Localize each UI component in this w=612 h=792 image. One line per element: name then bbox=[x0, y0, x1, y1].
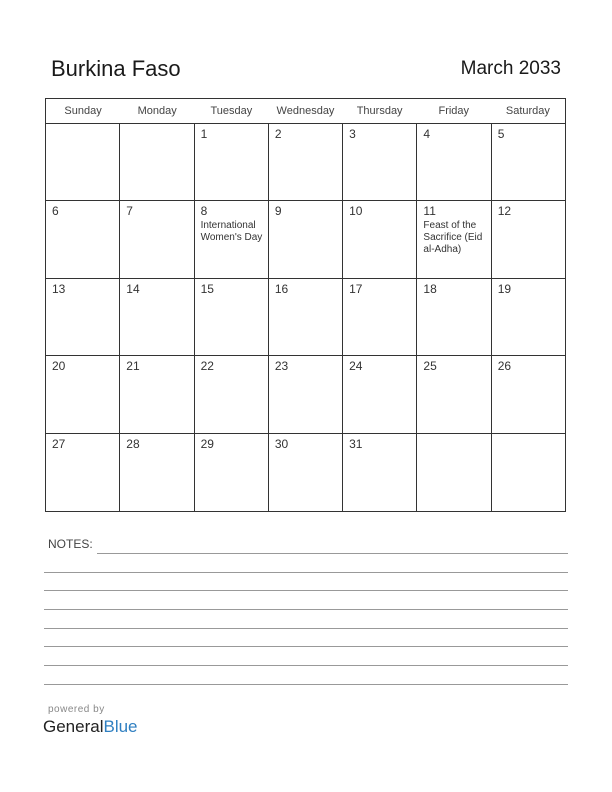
day-number: 15 bbox=[200, 281, 214, 296]
note-line bbox=[44, 646, 568, 647]
day-cell bbox=[417, 124, 491, 200]
weeks-container bbox=[46, 124, 565, 511]
day-number: 19 bbox=[497, 281, 512, 296]
generalblue-logo[interactable] bbox=[43, 717, 138, 737]
day-number: 30 bbox=[274, 436, 289, 451]
brand-general: General bbox=[43, 717, 104, 736]
day-cell bbox=[46, 201, 120, 277]
day-cell bbox=[120, 356, 194, 432]
day-number: 12 bbox=[497, 204, 512, 219]
day-cell bbox=[343, 201, 417, 277]
day-cell bbox=[120, 124, 194, 200]
day-number: 2 bbox=[274, 127, 282, 141]
country-title: Burkina Faso bbox=[51, 56, 181, 81]
day-cell bbox=[269, 279, 343, 355]
day-number: 16 bbox=[274, 281, 289, 296]
day-cell bbox=[195, 279, 269, 355]
day-number: 13 bbox=[52, 281, 66, 296]
day-number: 14 bbox=[126, 281, 140, 296]
day-number: 31 bbox=[349, 436, 363, 451]
day-number: 3 bbox=[349, 127, 356, 141]
day-number: 7 bbox=[126, 204, 133, 219]
day-cell bbox=[417, 356, 491, 432]
day-number: 22 bbox=[200, 359, 214, 374]
week-row bbox=[46, 124, 565, 201]
note-line bbox=[44, 590, 568, 591]
day-number: 18 bbox=[423, 281, 437, 296]
day-cell bbox=[492, 356, 565, 432]
day-number: 17 bbox=[349, 281, 363, 296]
weekday-tuesday: Tuesday bbox=[210, 105, 253, 117]
note-line bbox=[44, 609, 568, 610]
day-number: 23 bbox=[274, 359, 289, 374]
note-line bbox=[44, 572, 568, 573]
calendar-grid bbox=[45, 98, 566, 512]
weekday-monday: Monday bbox=[137, 105, 177, 117]
day-cell bbox=[417, 201, 491, 277]
day-cell bbox=[46, 356, 120, 432]
day-cell bbox=[46, 279, 120, 355]
weekday-thursday: Thursday bbox=[356, 105, 403, 117]
day-number: 29 bbox=[200, 436, 214, 451]
day-cell bbox=[492, 201, 565, 277]
day-cell bbox=[343, 279, 417, 355]
day-cell bbox=[417, 279, 491, 355]
day-cell bbox=[343, 124, 417, 200]
day-cell bbox=[120, 279, 194, 355]
day-cell bbox=[195, 434, 269, 511]
day-cell bbox=[343, 434, 417, 511]
day-cell bbox=[269, 201, 343, 277]
day-cell bbox=[492, 434, 565, 511]
day-number: 26 bbox=[497, 359, 512, 374]
weekday-sunday: Sunday bbox=[64, 105, 102, 117]
day-cell bbox=[195, 201, 269, 277]
day-cell bbox=[269, 124, 343, 200]
day-number: 11 bbox=[423, 204, 436, 219]
weekday-wednesday: Wednesday bbox=[276, 105, 335, 117]
holiday-label: International Women's Day bbox=[200, 220, 263, 244]
weekday-header-row bbox=[46, 99, 565, 124]
day-number: 20 bbox=[52, 359, 66, 374]
note-line bbox=[44, 628, 568, 629]
powered-by-text: powered by bbox=[48, 704, 105, 715]
day-cell bbox=[417, 434, 491, 511]
day-number: 28 bbox=[126, 436, 140, 451]
notes-label: NOTES: bbox=[48, 537, 93, 551]
holiday-label: Feast of the Sacrifice (Eid al-Adha) bbox=[423, 220, 483, 256]
weekday-friday: Friday bbox=[438, 105, 470, 117]
weekday-saturday: Saturday bbox=[505, 105, 550, 117]
day-cell bbox=[343, 356, 417, 432]
note-line bbox=[44, 684, 568, 685]
week-row bbox=[46, 434, 565, 511]
day-number: 5 bbox=[497, 127, 505, 141]
day-number: 25 bbox=[423, 359, 437, 374]
day-cell bbox=[492, 279, 565, 355]
day-number: 4 bbox=[423, 127, 431, 141]
note-line bbox=[44, 665, 568, 666]
day-number: 6 bbox=[52, 204, 59, 219]
week-row bbox=[46, 356, 565, 433]
day-number: 8 bbox=[200, 204, 208, 219]
day-cell bbox=[120, 201, 194, 277]
day-cell bbox=[269, 434, 343, 511]
day-number: 24 bbox=[349, 359, 363, 374]
brand-blue: Blue bbox=[103, 717, 138, 736]
day-number: 27 bbox=[52, 436, 66, 451]
day-cell bbox=[492, 124, 565, 200]
day-cell bbox=[195, 356, 269, 432]
note-line bbox=[97, 553, 568, 554]
day-number: 21 bbox=[126, 359, 140, 374]
day-cell bbox=[46, 434, 120, 511]
week-row bbox=[46, 279, 565, 356]
day-cell bbox=[120, 434, 194, 511]
month-year-title: March 2033 bbox=[460, 58, 561, 79]
day-cell bbox=[195, 124, 269, 200]
day-number: 10 bbox=[349, 204, 363, 219]
week-row bbox=[46, 201, 565, 278]
day-cell bbox=[46, 124, 120, 200]
day-cell bbox=[269, 356, 343, 432]
day-number: 1 bbox=[200, 127, 208, 141]
day-number: 9 bbox=[274, 204, 282, 219]
